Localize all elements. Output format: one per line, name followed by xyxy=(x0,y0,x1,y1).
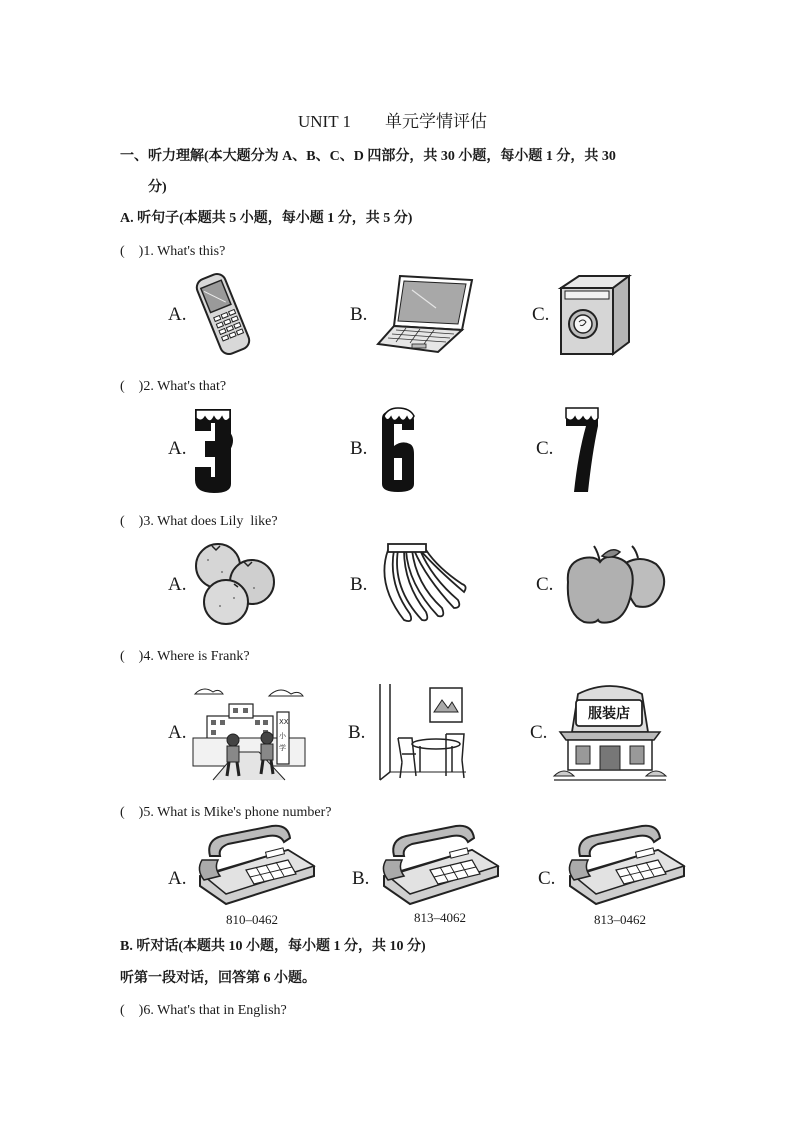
q3-option-b-label: B. xyxy=(350,574,368,595)
section-b-heading: B. 听对话(本题共 10 小题，每小题 1 分，共 10 分) xyxy=(120,939,426,954)
question-6-prompt: ( )6. What's that in English? xyxy=(120,1003,287,1018)
question-2-prompt: ( )2. What's that? xyxy=(120,379,227,394)
svg-text:学: 学 xyxy=(279,744,286,752)
svg-text:服装店: 服装店 xyxy=(588,706,630,722)
part1-heading-line2: 分) xyxy=(148,180,167,195)
q3-option-c-label: C. xyxy=(536,574,554,595)
number-6-picture xyxy=(380,406,416,494)
clothes-shop-picture xyxy=(554,680,666,784)
part1-heading-line1: 一、听力理解(本大题分为 A、B、C、D 四部分，共 30 小题，每小题 1 分，共 30 xyxy=(120,149,616,164)
q5-option-a-label: A. xyxy=(168,868,187,889)
mobile-phone-picture xyxy=(192,270,254,358)
telephone-a-picture xyxy=(196,826,318,910)
apples-picture xyxy=(562,542,668,626)
svg-text:小: 小 xyxy=(279,732,286,740)
q2-option-c-label: C. xyxy=(536,438,554,459)
telephone-b-picture xyxy=(380,826,502,910)
svg-text:XX: XX xyxy=(279,718,289,726)
q1-option-a-label: A. xyxy=(168,304,187,325)
telephone-c-picture xyxy=(566,826,688,910)
section-b-instruction: 听第一段对话，回答第 6 小题。 xyxy=(120,971,316,986)
q3-option-a-label: A. xyxy=(168,574,187,595)
question-3-prompt: ( )3. What does Lily like? xyxy=(120,514,278,529)
dining-room-picture xyxy=(376,682,468,782)
school-picture xyxy=(193,682,305,782)
q4-option-c-label: C. xyxy=(530,722,548,743)
phone-number-b: 813–4062 xyxy=(414,910,466,925)
question-1-prompt: ( )1. What's this? xyxy=(120,244,226,259)
bananas-picture xyxy=(374,544,468,626)
q5-option-b-label: B. xyxy=(352,868,370,889)
phone-number-c: 813–0462 xyxy=(594,912,646,927)
page-title: UNIT 1 单元学情评估 xyxy=(298,112,488,131)
question-4-prompt: ( )4. Where is Frank? xyxy=(120,649,250,664)
laptop-picture xyxy=(376,272,476,354)
phone-number-a: 810–0462 xyxy=(226,912,278,927)
q2-option-a-label: A. xyxy=(168,438,187,459)
oranges-picture xyxy=(194,540,280,626)
q4-option-b-label: B. xyxy=(348,722,366,743)
number-7-picture xyxy=(564,404,600,494)
q2-option-b-label: B. xyxy=(350,438,368,459)
q1-option-c-label: C. xyxy=(532,304,550,325)
q5-option-c-label: C. xyxy=(538,868,556,889)
question-5-prompt: ( )5. What is Mike's phone number? xyxy=(120,805,332,820)
number-3-picture xyxy=(192,404,236,494)
section-a-heading: A. 听句子(本题共 5 小题，每小题 1 分，共 5 分) xyxy=(120,211,413,226)
q4-option-a-label: A. xyxy=(168,722,187,743)
q1-option-b-label: B. xyxy=(350,304,368,325)
washing-machine-picture xyxy=(557,272,633,356)
